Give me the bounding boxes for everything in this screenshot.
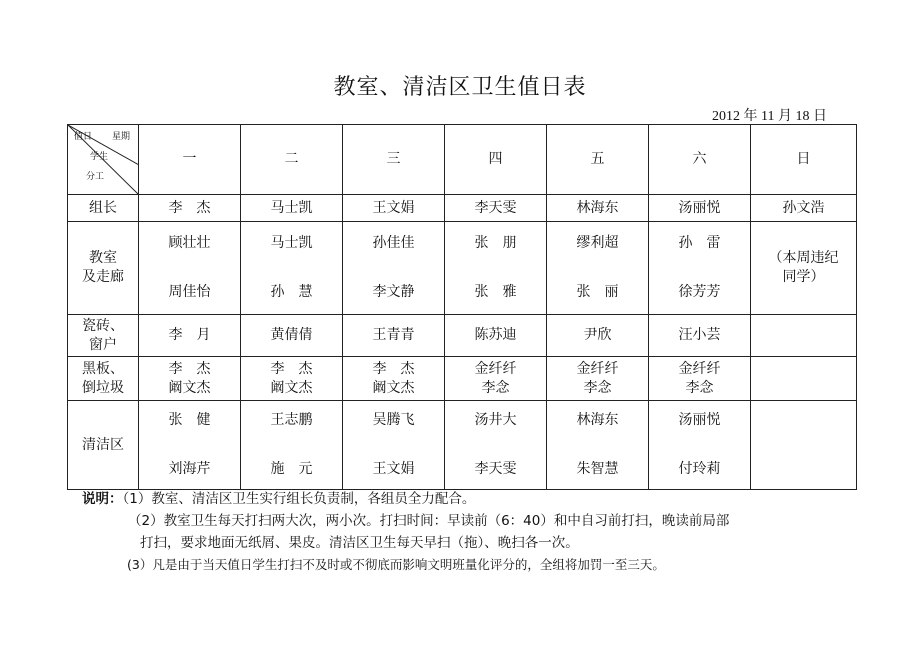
table-row-leader [68, 195, 857, 222]
student-name: 金纤纤 [678, 360, 721, 377]
table-row-classroom [68, 222, 857, 315]
notes-label: 说明： [82, 491, 123, 507]
table-cell [139, 222, 241, 315]
student-name: 李念 [685, 379, 714, 396]
table-cell: 王青青 [343, 315, 445, 357]
table-cell [241, 357, 343, 401]
table-cell [343, 222, 445, 315]
document-date: 2012 年 11 月 18 日 [712, 109, 827, 124]
day-header-tue: 二 [241, 125, 343, 195]
table-cell: 林海东 [547, 195, 649, 222]
student-name: 李念 [481, 379, 510, 396]
page-title: 教室、清洁区卫生值日表 [333, 75, 587, 100]
table-cell [751, 401, 857, 490]
student-name: 金纤纤 [576, 360, 619, 377]
student-name: 李 杰 [270, 360, 313, 377]
student-name: 顾壮壮 [168, 235, 211, 251]
student-name: 阚文杰 [168, 379, 211, 396]
student-name: 王志鹏 [270, 412, 313, 428]
diagonal-header-cell [68, 125, 139, 195]
row-label-line: 黑板、 [82, 360, 124, 377]
table-cell: 李 杰 [139, 195, 241, 222]
corner-label-duty: 值日 [74, 132, 93, 142]
table-cell [139, 401, 241, 490]
row-label-line: 瓷砖、 [82, 317, 124, 334]
table-cell: 王文娟 [343, 195, 445, 222]
row-label-line: 及走廊 [82, 269, 124, 285]
note-item-3: (3）凡是由于当天值日学生打扫不及时或不彻底而影响文明班量化评分的，全组将加罚一至三天。 [127, 557, 665, 572]
row-label-tiles [68, 315, 139, 357]
table-cell-violators-note [751, 222, 857, 315]
student-name: 徐芳芳 [678, 284, 721, 301]
student-name: 汤井大 [474, 412, 517, 428]
student-name: 李天雯 [474, 461, 517, 478]
row-label-clean-area: 清洁区 [68, 401, 139, 490]
table-cell: 李天雯 [445, 195, 547, 222]
day-header-wed: 三 [343, 125, 445, 195]
row-label-leader: 组长 [68, 195, 139, 222]
notes-section [68, 488, 868, 576]
student-name: 朱智慧 [576, 461, 619, 478]
table-cell [649, 357, 751, 401]
student-name: 阚文杰 [372, 379, 415, 396]
table-cell [343, 401, 445, 490]
student-name: 李 杰 [168, 360, 211, 377]
table-cell [445, 401, 547, 490]
note-item-2-continued: 打扫，要求地面无纸屑、果皮。清洁区卫生每天早扫（拖）、晚扫各一次。 [140, 535, 579, 551]
student-name: 张 雅 [474, 284, 517, 301]
table-cell [445, 357, 547, 401]
student-name: 林海东 [576, 412, 619, 428]
table-cell [445, 222, 547, 315]
table-cell [547, 357, 649, 401]
table-cell [751, 315, 857, 357]
table-row-tiles [68, 315, 857, 357]
student-name: 孙 雷 [678, 235, 721, 251]
row-label-blackboard [68, 357, 139, 401]
student-name: 李 杰 [372, 360, 415, 377]
corner-label-weekday: 星期 [112, 132, 131, 142]
student-name: 李文静 [372, 284, 415, 301]
student-name: 张 丽 [576, 284, 619, 301]
student-name: 马士凯 [270, 235, 313, 251]
corner-label-student: 学生 [90, 152, 109, 162]
student-name: 金纤纤 [474, 360, 517, 377]
table-cell [241, 401, 343, 490]
note-item-1 [68, 488, 868, 510]
duty-schedule-table [67, 124, 857, 490]
table-row-clean-area [68, 401, 857, 490]
day-header-thu: 四 [445, 125, 547, 195]
student-name: 付玲莉 [678, 461, 721, 478]
table-cell [547, 401, 649, 490]
table-cell [751, 357, 857, 401]
table-header-row [68, 125, 857, 195]
student-name: 周佳怡 [168, 284, 211, 301]
student-name: 刘海芹 [168, 461, 211, 478]
student-name: 孙 慧 [270, 284, 313, 301]
student-name: 阚文杰 [270, 379, 313, 396]
student-name: 李念 [583, 379, 612, 396]
note-line: （本周违纪 [768, 250, 839, 267]
corner-label-task: 分工 [86, 172, 105, 182]
student-name: 王文娟 [372, 461, 415, 478]
day-header-fri: 五 [547, 125, 649, 195]
day-header-sun: 日 [751, 125, 857, 195]
row-label-line: 窗户 [89, 336, 117, 353]
table-cell: 马士凯 [241, 195, 343, 222]
student-name: 吴腾飞 [372, 412, 415, 428]
student-name: 张 健 [168, 412, 211, 428]
table-cell: 李 月 [139, 315, 241, 357]
table-cell [649, 401, 751, 490]
table-cell: 汪小芸 [649, 315, 751, 357]
table-cell: 孙文浩 [751, 195, 857, 222]
note-item-2: （2）教室卫生每天打扫两大次，两小次。打扫时间：早读前（6：40）和中自习前打扫，晚读前局部 [128, 513, 730, 529]
student-name: 张 朋 [474, 235, 517, 251]
student-name: 缪利超 [576, 235, 619, 251]
table-cell: 黄倩倩 [241, 315, 343, 357]
note-line: 同学） [782, 269, 825, 285]
day-header-mon: 一 [139, 125, 241, 195]
table-cell: 尹欣 [547, 315, 649, 357]
table-cell [649, 222, 751, 315]
student-name: 汤丽悦 [678, 412, 721, 428]
row-label-line: 教室 [89, 250, 117, 267]
table-cell: 汤丽悦 [649, 195, 751, 222]
table-cell: 陈苏迪 [445, 315, 547, 357]
student-name: 施 元 [270, 461, 313, 478]
day-header-sat: 六 [649, 125, 751, 195]
table-cell [139, 357, 241, 401]
table-cell [343, 357, 445, 401]
note-text: （1）教室、清洁区卫生实行组长负责制，各组员全力配合。 [122, 491, 476, 507]
table-cell [547, 222, 649, 315]
row-label-classroom [68, 222, 139, 315]
row-label-line: 倒垃圾 [82, 379, 124, 396]
table-cell [241, 222, 343, 315]
table-row-blackboard [68, 357, 857, 401]
student-name: 孙佳佳 [372, 235, 415, 251]
